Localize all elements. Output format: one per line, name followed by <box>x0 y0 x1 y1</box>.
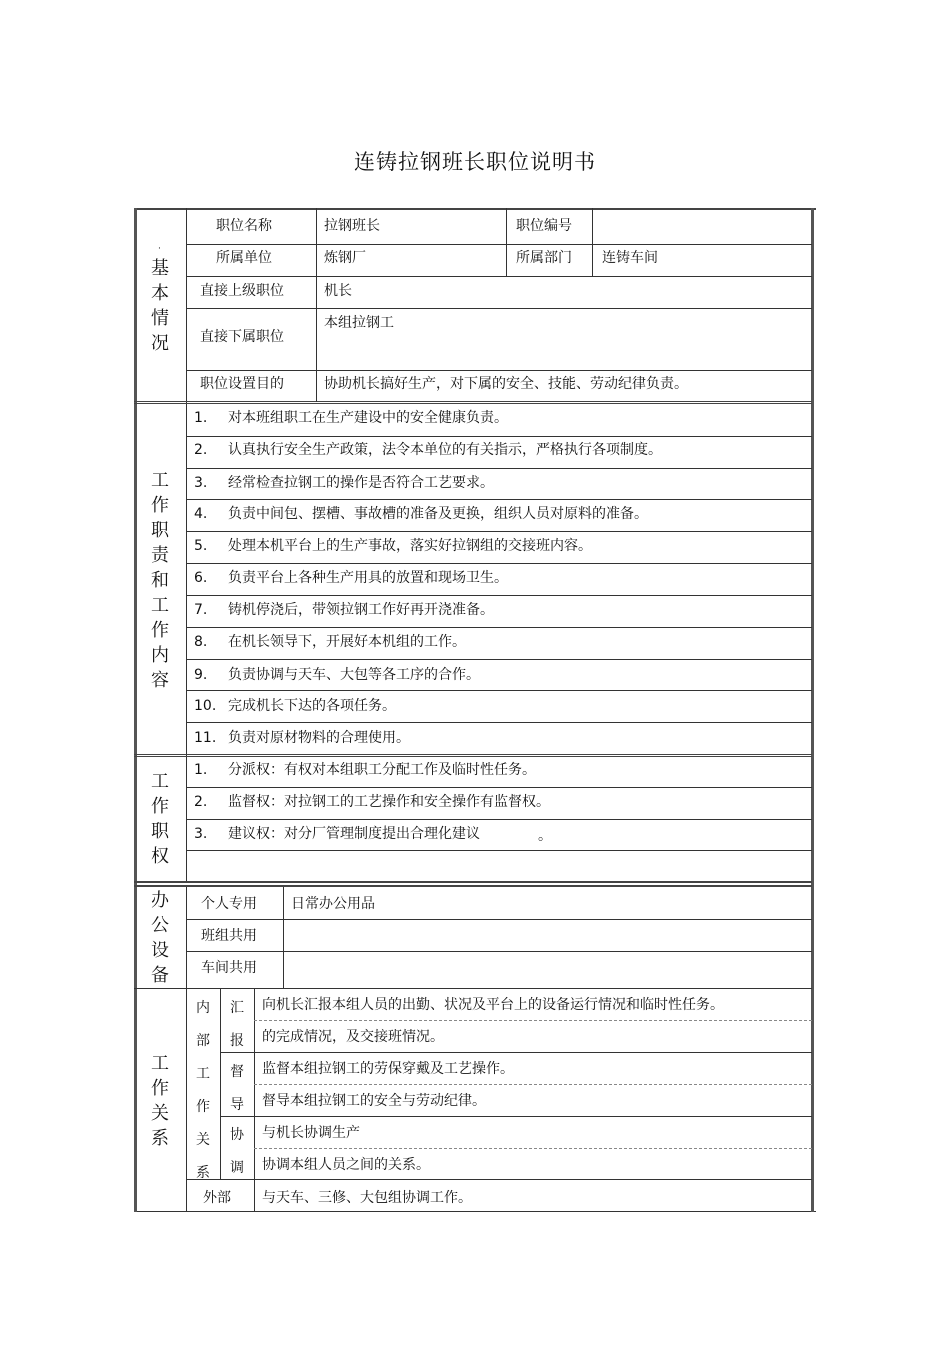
duty-item: 负责平台上各种生产用具的放置和现场卫生。 <box>228 570 508 586</box>
section-label-equipment: 办公设备 <box>151 890 169 986</box>
dashed-line <box>254 1084 812 1085</box>
power-number: 2. <box>194 794 208 810</box>
duty-number: 9. <box>194 667 208 683</box>
equipment-label: 班组共用 <box>201 928 257 944</box>
unit-value: 炼钢厂 <box>324 250 366 266</box>
section-line <box>134 885 812 887</box>
subordinate-label: 直接下属职位 <box>200 329 284 345</box>
row-line <box>186 595 812 596</box>
power-number: 1. <box>194 762 208 778</box>
duty-item: 经常检查拉钢工的操作是否符合工艺要求。 <box>228 475 494 491</box>
table-top-border <box>134 208 816 210</box>
relation-line: 监督本组拉钢工的劳保穿戴及工艺操作。 <box>262 1061 514 1077</box>
job-name-label: 职位名称 <box>216 218 272 234</box>
equipment-label: 车间共用 <box>201 960 257 976</box>
trailing-period: 。 <box>538 828 552 844</box>
relation-group-label: 汇报 <box>230 1000 244 1049</box>
row-line <box>186 370 812 371</box>
subordinate-value: 本组拉钢工 <box>324 315 394 331</box>
table-left-border <box>134 208 137 1212</box>
duty-number: 11. <box>194 730 217 746</box>
superior-value: 机长 <box>324 283 352 299</box>
purpose-label: 职位设置目的 <box>200 376 284 392</box>
relation-line: 协调本组人员之间的关系。 <box>262 1157 430 1173</box>
row-line <box>186 563 812 564</box>
row-line <box>220 1052 812 1053</box>
row-line <box>220 1116 812 1117</box>
row-line <box>186 722 812 723</box>
dept-value: 连铸车间 <box>602 250 658 266</box>
relation-line: 的完成情况，及交接班情况。 <box>262 1029 444 1045</box>
external-relations-label: 外部 <box>203 1190 231 1206</box>
relation-line: 督导本组拉钢工的安全与劳动纪律。 <box>262 1093 486 1109</box>
row-line <box>186 276 812 277</box>
external-relations-value: 与天车、三修、大包组协调工作。 <box>262 1190 472 1206</box>
power-number: 3. <box>194 826 208 842</box>
duty-number: 5. <box>194 538 208 554</box>
row-line <box>186 659 812 660</box>
section-label-duties: 工作职责和工作内容 <box>151 470 169 691</box>
unit-label: 所属单位 <box>216 250 272 266</box>
row-line <box>186 499 812 500</box>
row-line <box>186 951 812 952</box>
duty-item: 在机长领导下，开展好本机组的工作。 <box>228 634 466 650</box>
duty-item: 对本班组职工在生产建设中的安全健康负责。 <box>228 410 508 426</box>
row-line <box>186 787 812 788</box>
purpose-value: 协助机长搞好生产，对下属的安全、技能、劳动纪律负责。 <box>324 376 688 392</box>
dashed-line <box>254 1020 812 1021</box>
column-line <box>186 887 187 988</box>
relation-group-label: 督导 <box>230 1064 244 1113</box>
relation-line: 与机长协调生产 <box>262 1125 360 1141</box>
power-item: 监督权：对拉钢工的工艺操作和安全操作有监督权。 <box>228 794 550 810</box>
column-line <box>592 208 593 276</box>
dept-label: 所属部门 <box>516 250 572 266</box>
column-line <box>506 208 507 276</box>
small-mark: · <box>158 244 161 254</box>
superior-label: 直接上级职位 <box>200 283 284 299</box>
dashed-line <box>254 1148 812 1149</box>
relation-group-label: 协调 <box>230 1127 244 1176</box>
power-item: 建议权：对分厂管理制度提出合理化建议 <box>228 826 480 842</box>
row-line <box>186 850 812 851</box>
duty-item: 铸机停浇后，带领拉钢工作好再开浇准备。 <box>228 602 494 618</box>
document-title: 连铸拉钢班长职位说明书 <box>354 150 596 174</box>
duty-number: 6. <box>194 570 208 586</box>
duty-number: 2. <box>194 442 208 458</box>
duty-number: 10. <box>194 698 217 714</box>
relation-line: 向机长汇报本组人员的出勤、状况及平台上的设备运行情况和临时性任务。 <box>262 997 724 1013</box>
section-line <box>134 401 812 404</box>
duty-number: 3. <box>194 475 208 491</box>
duty-number: 7. <box>194 602 208 618</box>
duty-item: 负责中间包、摆槽、事故槽的准备及更换，组织人员对原料的准备。 <box>228 506 648 522</box>
row-line <box>186 690 812 691</box>
duty-number: 1. <box>194 410 208 426</box>
row-line <box>186 1179 812 1180</box>
row-line <box>186 627 812 628</box>
row-line <box>186 531 812 532</box>
equipment-label: 个人专用 <box>201 896 257 912</box>
section-line <box>134 881 812 883</box>
section-line <box>134 988 812 989</box>
row-line <box>186 308 812 309</box>
row-line <box>186 468 812 469</box>
power-item: 分派权：有权对本组职工分配工作及临时性任务。 <box>228 762 536 778</box>
section-label-basic: 基本情况 <box>151 258 169 354</box>
row-line <box>186 244 812 245</box>
section-label-powers: 工作职权 <box>151 771 169 867</box>
duty-number: 8. <box>194 634 208 650</box>
duty-item: 处理本机平台上的生产事故，落实好拉钢组的交接班内容。 <box>228 538 592 554</box>
table-bottom-border <box>134 1211 816 1212</box>
equipment-value: 日常办公用品 <box>291 896 375 912</box>
row-line <box>186 819 812 820</box>
job-code-label: 职位编号 <box>516 218 572 234</box>
duty-item: 认真执行安全生产政策，法令本单位的有关指示，严格执行各项制度。 <box>228 442 662 458</box>
section-label-relations: 工作关系 <box>151 1053 169 1149</box>
duty-item: 完成机长下达的各项任务。 <box>228 698 396 714</box>
column-line <box>283 887 284 988</box>
column-line <box>316 208 317 402</box>
duty-item: 负责协调与天车、大包等各工序的合作。 <box>228 667 480 683</box>
row-line <box>186 919 812 920</box>
column-line <box>220 988 221 1179</box>
section-line <box>134 754 812 757</box>
duty-item: 负责对原材物料的合理使用。 <box>228 730 410 746</box>
row-line <box>186 436 812 437</box>
job-description-table <box>134 208 816 1212</box>
duty-number: 4. <box>194 506 208 522</box>
table-right-border <box>811 208 814 1212</box>
job-name-value: 拉钢班长 <box>324 218 380 234</box>
internal-relations-label: 内部工作关系 <box>196 1000 210 1181</box>
